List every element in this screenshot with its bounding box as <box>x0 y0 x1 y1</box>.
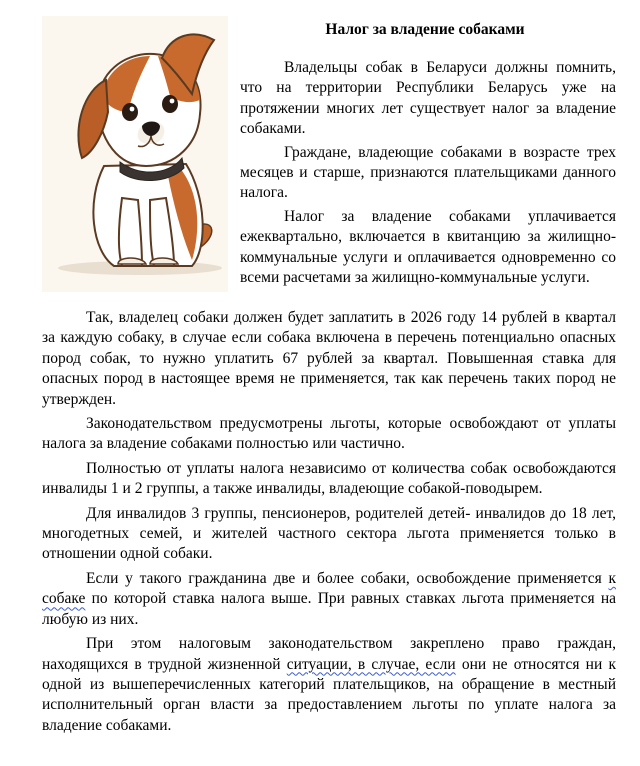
paragraph: Законодательством предусмотрены льготы, которые освобождают от уплаты налога за владение собаками полностью или частично. <box>42 415 616 453</box>
paragraph <box>42 569 616 630</box>
text-run: При этом налоговым законодательством закреплено право граждан, находящихся в трудной жизненной <box>42 635 616 673</box>
spellcheck-underline: ситуации, в случае, если <box>286 655 456 673</box>
paragraph: Владельцы собак в Беларуси должны помнить, что на территории Республики Беларусь уже на протяжении многих лет существует налог за владение собаками. <box>240 59 616 138</box>
paragraph: Для инвалидов 3 группы, пенсионеров, родителей детей- инвалидов до 18 лет, многодетных семей, и жителей частного сектора льгота применяется только в отношении одной собаки. <box>42 504 616 563</box>
text-run: Если у такого гражданина две и более собаки, освобождение применяется <box>86 569 609 587</box>
text-run: они не относятся ни к одной из вышеперечисленных категорий плательщиков, на обращение в местный исполнительный орган власти за предоставлением льготы по уплате налога за владение собаками. <box>42 655 616 734</box>
paragraph: Налог за владение собаками уплачивается ежеквартально, включается в квитанцию за жилищно-коммунальные услуги и оплачивается одновременно со всеми расчетами за жилищно-коммунальные услуги. <box>240 207 616 287</box>
spellcheck-underline: к собаке <box>42 569 616 608</box>
text-run: по которой ставка налога выше. При равных ставках льгота применяется на любую из них. <box>42 590 616 628</box>
paragraph: Так, владелец собаки должен будет заплатить в 2026 году 14 рублей в квартал за каждую собаку, в случае если собака включена в перечень потенциально опасных пород собак, то нужно уплатить 67 рублей за квартал. Повышенная ставка для опасных пород в настоящее время не применяется, так как перечень таких пород не утвержден. <box>42 309 616 408</box>
paragraph: Полностью от уплаты налога независимо от количества собак освобождаются инвалиды 1 и 2 группы, а также инвалиды, владеющие собакой-поводырем. <box>42 459 616 498</box>
main-text-block <box>42 308 616 740</box>
page-title: Налог за владение собаками <box>325 21 525 38</box>
paragraph <box>42 634 616 736</box>
puppy-illustration <box>42 16 228 292</box>
paragraph: Граждане, владеющие собаками в возрасте трех месяцев и старше, признаются плательщиками данного налога. <box>240 143 616 202</box>
intro-text-block <box>240 58 616 291</box>
